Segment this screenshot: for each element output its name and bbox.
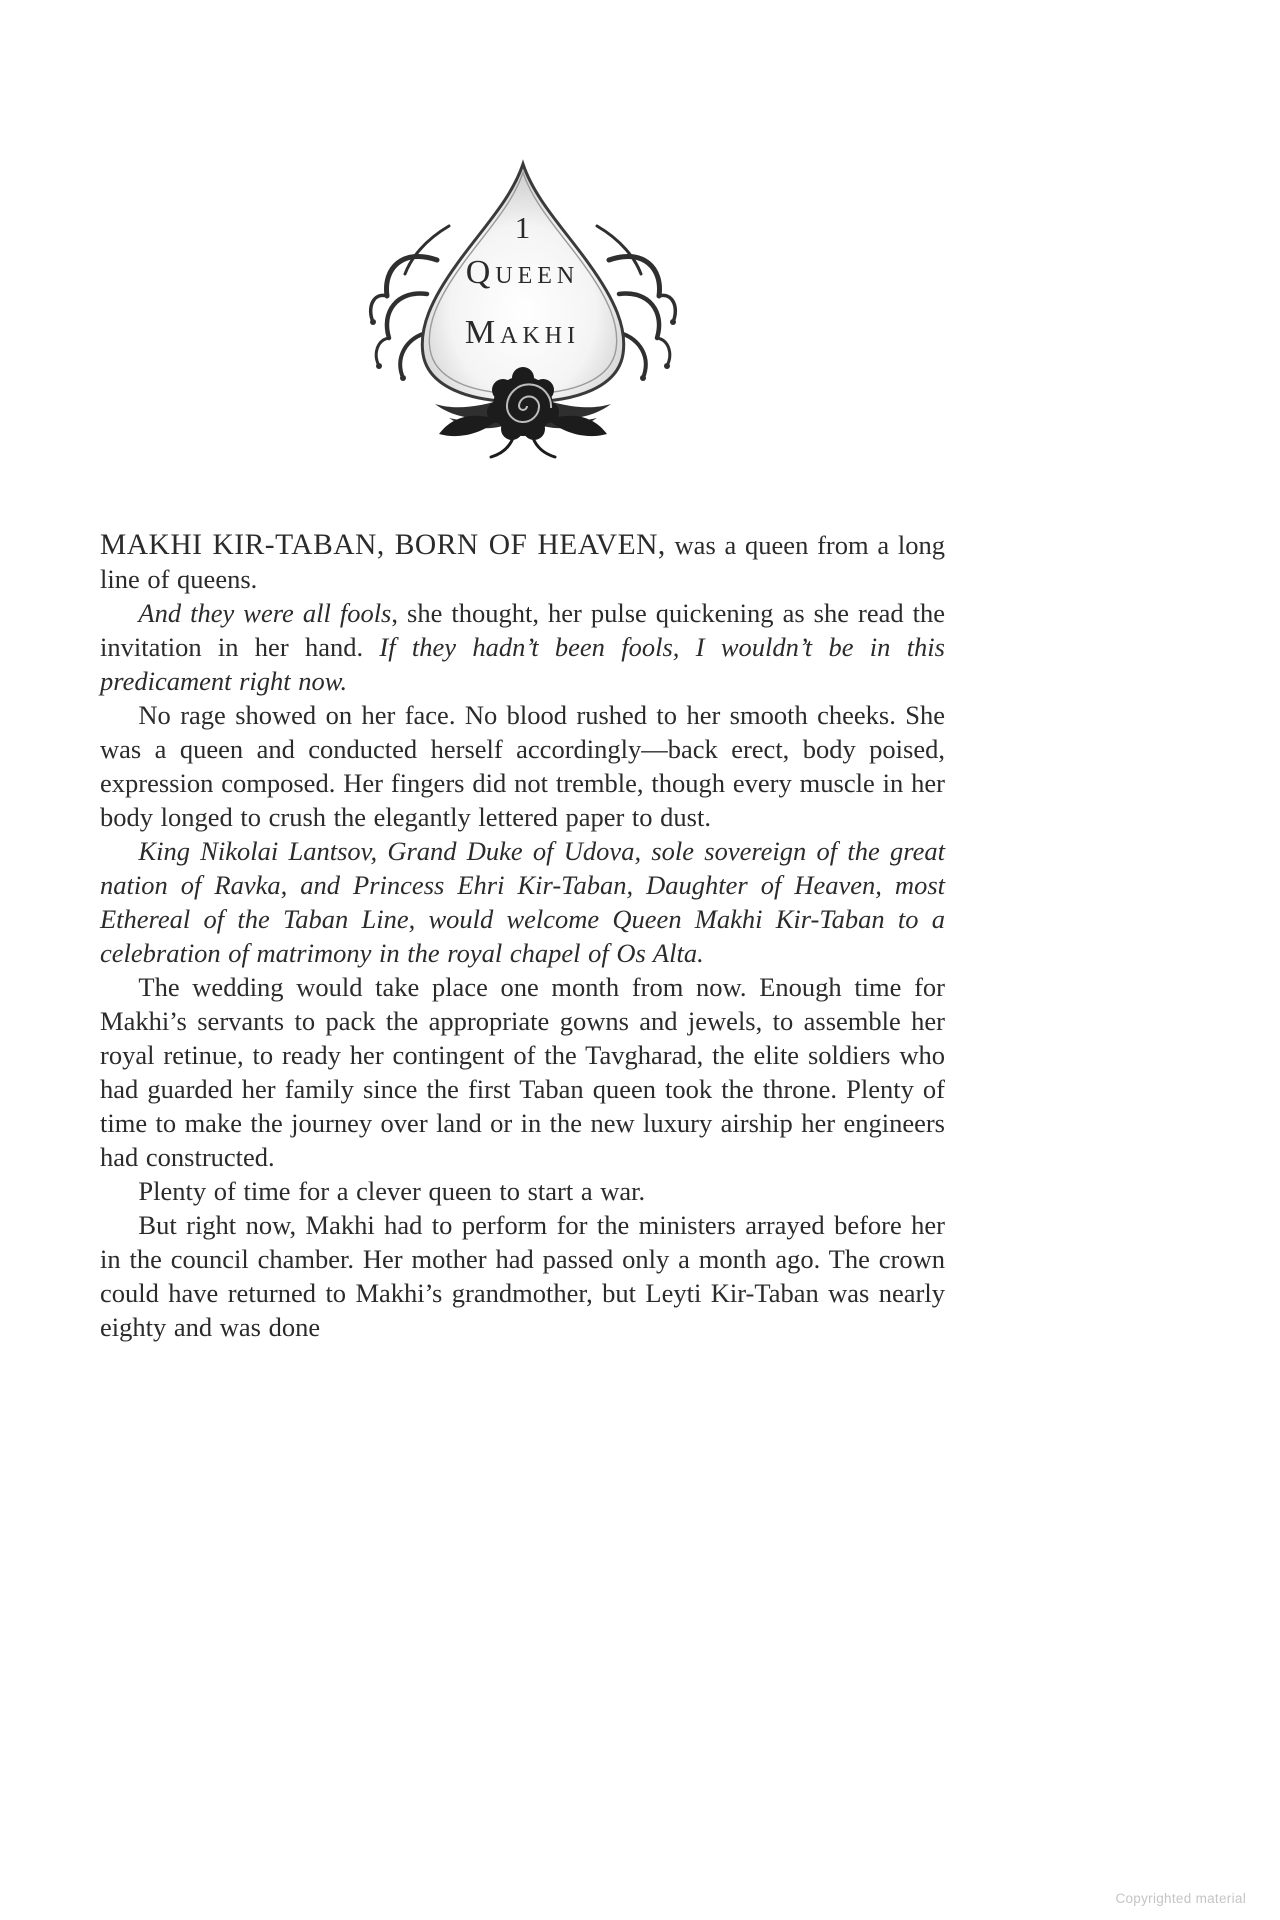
chapter-number: 1 [514,210,531,245]
text-run: If they hadn’t been fools, I wouldn’t be in this predicament right now. [100,632,945,696]
text-run: No rage showed on her face. No blood rushed to her smooth cheeks. She was a queen and conducted herself accordingly—back erect, body poised, expression composed. Her fingers did not tremble, though every muscle in her body longed to crush the elegantly lettered paper to dust. [100,700,945,832]
paragraph [100,834,945,970]
paragraph [100,596,945,698]
text-run: King Nikolai Lantsov, Grand Duke of Udova, sole sovereign of the great nation of Ravka, and Princess Ehri Kir-Taban, Daughter of Heaven, most Ethereal of the Taban Line, would welcome Queen Makhi Kir-Taban to a celebration of matrimony in the royal chapel of Os Alta. [100,836,945,968]
text-run: , she thought, her pulse quickening as she read the invitation in her hand. [100,598,945,662]
paragraph [100,528,945,596]
text-run: Plenty of time for a clever queen to start a war. [138,1176,646,1206]
paragraph [100,1208,945,1344]
page-column [100,0,945,1920]
text-run: The wedding would take place one month from now. Enough time for Makhi’s servants to pack the appropriate gowns and jewels, to assemble her royal retinue, to ready her contingent of the Tavgharad, the elite soldiers who had guarded her family since the first Taban queen took the throne. Plenty of time to make the journey over land or in the new luxury airship her engineers had constructed. [100,972,945,1172]
paragraph [100,970,945,1174]
chapter-emblem [363,156,683,461]
page-text [100,528,945,1344]
chapter-title-word-2: Makhi [464,314,581,351]
text-run: And they were all fools [138,598,392,628]
text-run: was a queen from a long line of queens. [100,530,946,594]
chapter-ornament [100,156,945,461]
copyright-notice: Copyrighted material [1115,1891,1246,1906]
ornament-graphic [363,156,683,461]
chapter-title-word-1: Queen [465,254,580,291]
paragraph [100,698,945,834]
paragraph [100,1174,945,1208]
text-run: But right now, Makhi had to perform for the ministers arrayed before her in the council chamber. Her mother had passed only a month ago. The crown could have returned to Makhi’s grandmother, but Leyti Kir-Taban was nearly eighty and was done [100,1210,945,1342]
lead-text: MAKHI KIR-TABAN, BORN OF HEAVEN, [100,529,666,561]
